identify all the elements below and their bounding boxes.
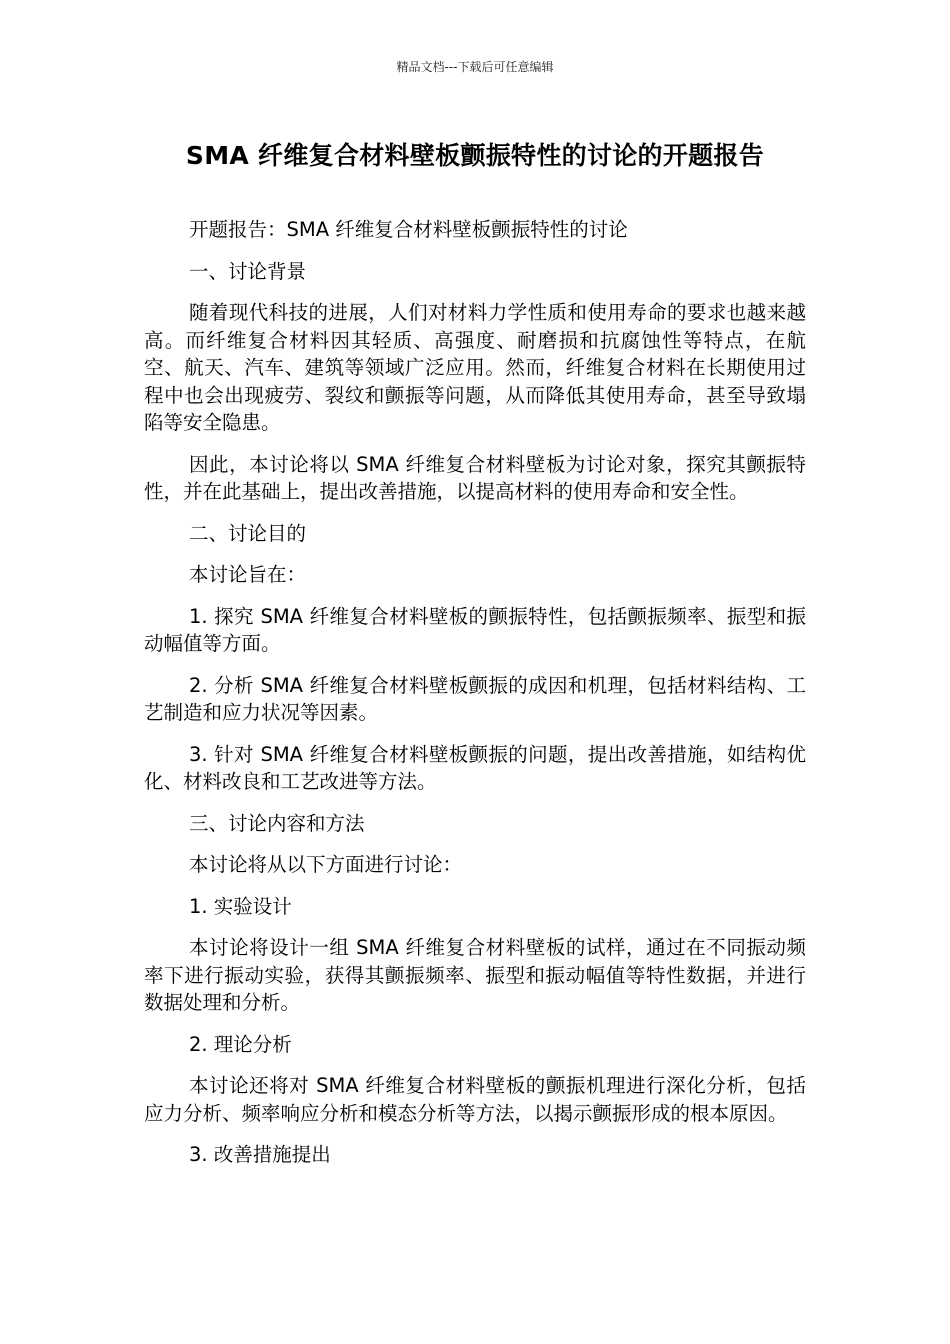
list-item-purpose-3: 3. 针对 SMA 纤维复合材料壁板颤振的问题，提出改善措施，如结构优化、材料改良和工艺改进等方法。 — [144, 742, 806, 793]
paragraph-purpose-intro: 本讨论旨在： — [189, 563, 307, 586]
header-note: 精品文档---下载后可任意编辑 — [396, 60, 554, 74]
list-item-purpose-1: 1. 探究 SMA 纤维复合材料壁板的颤振特性，包括颤振频率、振型和振动幅值等方面。 — [144, 604, 806, 655]
section-heading-purpose: 二、讨论目的 — [189, 521, 307, 545]
list-item-purpose-2: 2. 分析 SMA 纤维复合材料壁板颤振的成因和机理，包括材料结构、工艺制造和应力状况等因素。 — [144, 673, 806, 724]
paragraph-report-heading: 开题报告：SMA 纤维复合材料壁板颤振特性的讨论 — [189, 218, 628, 241]
paragraph-background-1: 随着现代科技的进展，人们对材料力学性质和使用寿命的要求也越来越高。而纤维复合材料因其轻质、高强度、耐磨损和抗腐蚀性等特点，在航空、航天、汽车、建筑等领域广泛应用。然而，纤维复合材料在长期使用过程中也会出现疲劳、裂纹和颤振等问题，从而降低其使用寿命，甚至导致塌陷等安全隐患。 — [144, 301, 806, 434]
section-heading-content-method: 三、讨论内容和方法 — [189, 811, 365, 835]
subheading-improvement-measures: 3. 改善措施提出 — [189, 1143, 331, 1166]
paragraph-theory-analysis: 本讨论还将对 SMA 纤维复合材料壁板的颤振机理进行深化分析，包括应力分析、频率响应分析和模态分析等方法，以揭示颤振形成的根本原因。 — [144, 1074, 806, 1125]
section-heading-background: 一、讨论背景 — [189, 259, 307, 283]
document-title: SMA 纤维复合材料壁板颤振特性的讨论的开题报告 — [185, 141, 765, 170]
paragraph-background-2: 因此，本讨论将以 SMA 纤维复合材料壁板为讨论对象，探究其颤振特性，并在此基础上，提出改善措施，以提高材料的使用寿命和安全性。 — [144, 452, 806, 503]
paragraph-experiment-design: 本讨论将设计一组 SMA 纤维复合材料壁板的试样，通过在不同振动频率下进行振动实验，获得其颤振频率、振型和振动幅值等特性数据，并进行数据处理和分析。 — [144, 936, 806, 1014]
document-body — [144, 216, 806, 1183]
subheading-theory-analysis: 2. 理论分析 — [189, 1032, 292, 1056]
paragraph-content-intro: 本讨论将从以下方面进行讨论： — [189, 853, 463, 876]
subheading-experiment-design: 1. 实验设计 — [189, 894, 292, 918]
